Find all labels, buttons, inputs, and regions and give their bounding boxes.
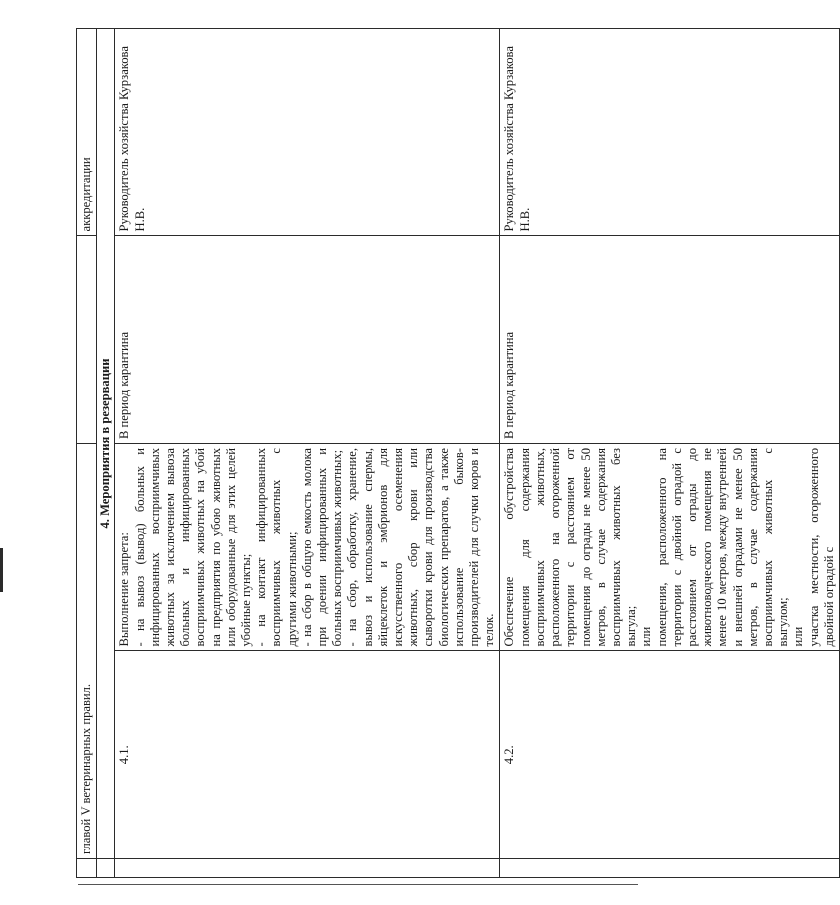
- continuation-left-cell: главой V ветеринарных правил.: [77, 444, 97, 859]
- table-row: [500, 29, 839, 878]
- description-item: или: [639, 626, 654, 647]
- row-period: В период карантина: [115, 236, 500, 444]
- row-responsible: Руководитель хозяйства Курзакова Н.В.: [115, 29, 500, 237]
- continuation-right-cell: аккредитации: [77, 29, 97, 237]
- description-intro: Обеспечение обустройства помещения для содержания восприимчивых животных, расположенного на огороженной территории с расстоянием от помещения до ограды не менее 50 метров, в случае содержания восприимчивых животных без выгула;: [502, 448, 639, 647]
- description-item: помещения, расположенного на территории с двойной оградой с расстоянием от ограды до животноводческого помещения не менее 10 метров, между внутренней и внешней оградами не менее 50 метров, в случае содержания восприимчивых животных с выгулом;: [654, 448, 791, 647]
- description-item: - на сбор в общую емкость молока при доении инфицированных и больных восприимчивых животных;: [299, 448, 345, 647]
- row-spacer-cell: [115, 859, 500, 878]
- description-item: - на сбор, обработку, хранение, вывоз и использование спермы, яйцеклеток и эмбрионов для искусственного осеменения животных, сбор крови или сыворотки крови для производства биологических препаратов, а также использование быков-производителей для случки коров и телок.: [345, 448, 497, 647]
- rotated-document-page: [76, 28, 836, 878]
- continuation-row: [77, 29, 97, 878]
- row-spacer-cell: [500, 859, 839, 878]
- description-item: - на контакт инфицированных восприимчивых животных с другими животными;: [254, 448, 299, 647]
- page-bottom-rule: [78, 884, 638, 885]
- continuation-spacer-cell: [77, 859, 97, 878]
- table-row: [115, 29, 500, 878]
- description-item: - на вывоз (вывод) больных и инфицированных восприимчивых животных за исключением вывоза больных и инфицированных восприимчивых животных на убой на предприятия по убою животных или оборудованные для этих целей убойные пункты;: [132, 448, 254, 647]
- section-spacer-cell: [97, 859, 115, 878]
- row-period: В период карантина: [500, 236, 839, 444]
- continuation-empty-cell: [77, 236, 97, 444]
- row-number: 4.2.: [500, 651, 839, 859]
- row-number: 4.1.: [115, 651, 500, 859]
- row-description: [500, 444, 839, 652]
- section-title-row: [97, 29, 115, 878]
- measures-table: [76, 28, 840, 878]
- row-responsible: Руководитель хозяйства Курзакова Н.В.: [500, 29, 839, 237]
- description-item: или: [791, 626, 806, 647]
- description-item: участка местности, огороженного двойной оградой с: [806, 448, 836, 647]
- row-description: [115, 444, 500, 652]
- section-title: 4. Мероприятия в резервации: [97, 29, 115, 859]
- description-intro: Выполнение запрета:: [117, 532, 132, 647]
- scan-edge-mark: [0, 548, 3, 592]
